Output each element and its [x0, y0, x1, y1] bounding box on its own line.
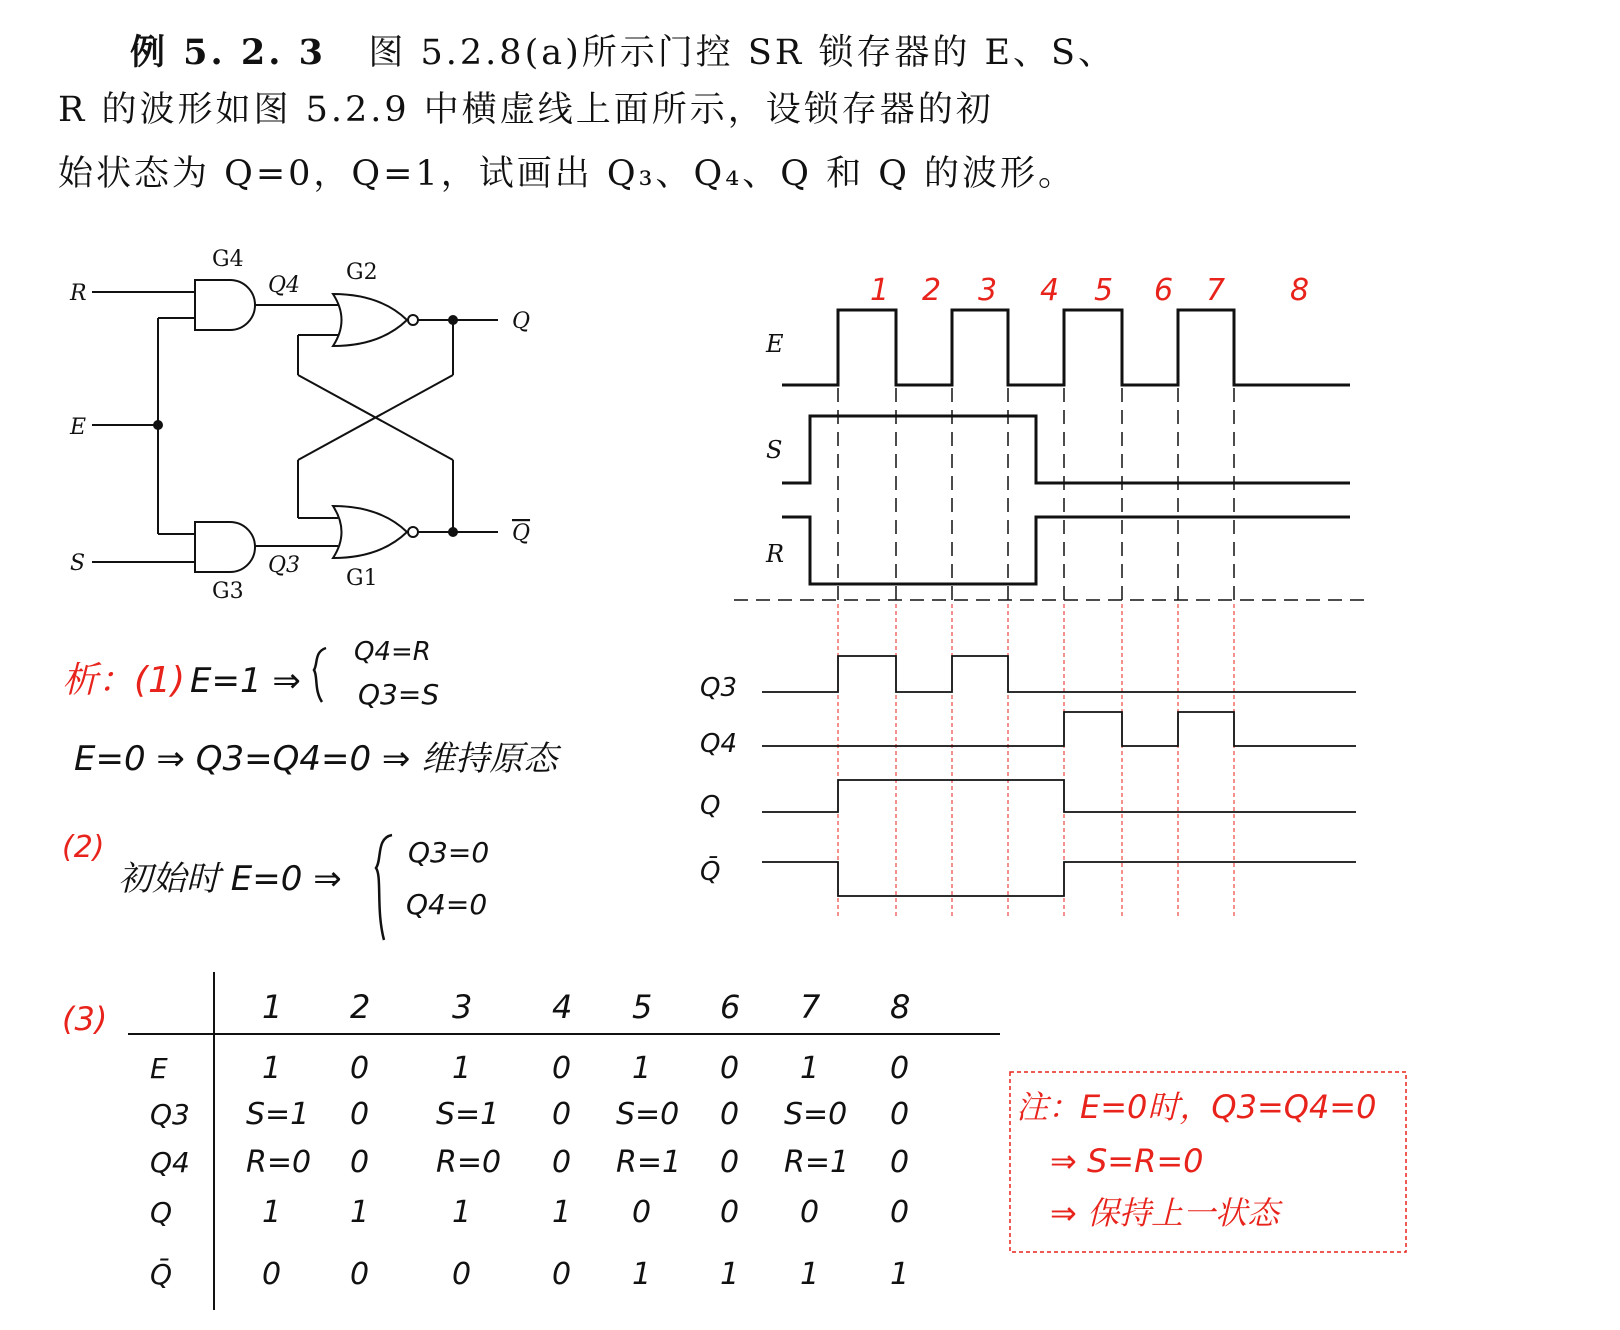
table-row-label: Q4	[150, 1146, 190, 1179]
problem-line-2: R 的波形如图 5.2.9 中横虚线上面所示，设锁存器的初	[58, 90, 994, 130]
gate-g3	[195, 522, 255, 572]
timing-output-label: Q	[700, 791, 721, 821]
table-column-header: 8	[890, 988, 911, 1026]
analysis-step1-a: Q4=R	[354, 637, 431, 667]
label-g4: G4	[212, 247, 244, 272]
table-cell: 0	[552, 1097, 572, 1132]
timing-output-label: Q̄	[700, 857, 721, 887]
analysis-step1-line2: E=0 ⇒ Q3=Q4=0 ⇒ 维持原态	[74, 739, 558, 779]
table-cell: 0	[552, 1145, 572, 1180]
interval-number: 7	[1206, 273, 1226, 308]
timing-output-label: Q4	[700, 729, 738, 759]
analysis-step1-cond: E=1 ⇒	[190, 661, 301, 701]
table-cell: R=1	[784, 1145, 850, 1180]
analysis-step2-a: Q3=0	[408, 836, 490, 869]
circuit-output-q: Q	[512, 309, 531, 334]
label-g3: G3	[212, 579, 244, 604]
problem-line-1-text: 图 5.2.8(a)所示门控 SR 锁存器的 E、S、	[368, 33, 1116, 73]
junction-dot-qbar	[448, 527, 458, 537]
table-row-label: Q	[150, 1196, 173, 1229]
circuit-input-s: S	[70, 551, 86, 576]
problem-line-3: 始状态为 Q=0，Q=1，试画出 Q₃、Q₄、Q 和 Q 的波形。	[58, 154, 1077, 194]
waveform-q	[762, 780, 1356, 812]
table-cell: S=1	[436, 1097, 500, 1132]
analysis-step2-b: Q4=0	[406, 888, 488, 921]
label-g1: G1	[346, 566, 378, 591]
analysis-step2-brace	[376, 835, 392, 940]
table-cell: 0	[720, 1051, 740, 1086]
table-column-header: 7	[800, 988, 821, 1026]
table-column-header: 2	[350, 988, 371, 1026]
gate-g1	[333, 506, 407, 558]
table-cell: 0	[350, 1051, 370, 1086]
table-cell: 1	[452, 1195, 472, 1230]
timing-diagram	[700, 273, 1366, 918]
table-cell: 0	[720, 1145, 740, 1180]
analysis-step2-text: 初始时 E=0 ⇒	[118, 859, 342, 899]
analysis-step1-b: Q3=S	[358, 678, 440, 711]
table-cell: 1	[720, 1257, 740, 1292]
table-row-label: E	[150, 1052, 168, 1085]
table-cell: 0	[262, 1257, 282, 1292]
timing-label-e: E	[766, 330, 784, 358]
junction-dot-q	[448, 315, 458, 325]
table-cell: 1	[800, 1051, 820, 1086]
table-cell: 1	[890, 1257, 910, 1292]
circuit-input-e: E	[70, 415, 87, 440]
table-cell: 1	[350, 1195, 370, 1230]
timing-label-s: S	[766, 436, 783, 464]
table-cell: 0	[552, 1257, 572, 1292]
interval-number: 3	[978, 273, 998, 308]
waveform-q4	[762, 712, 1356, 746]
table-cell: 1	[632, 1257, 652, 1292]
table-cell: 0	[890, 1195, 910, 1230]
table-cell: 0	[720, 1097, 740, 1132]
table-cell: 1	[262, 1051, 282, 1086]
table-cell: R=0	[246, 1145, 312, 1180]
table-cell: 0	[632, 1195, 652, 1230]
analysis-step2-label: (2)	[62, 830, 105, 865]
table-cell: 0	[720, 1195, 740, 1230]
table-cell: S=0	[616, 1097, 680, 1132]
table-row-label: Q3	[150, 1098, 190, 1131]
circuit-input-r: R	[70, 281, 87, 306]
table-cell: 0	[890, 1097, 910, 1132]
table-cell: 0	[800, 1195, 820, 1230]
interval-number: 6	[1154, 273, 1174, 308]
label-q4: Q4	[268, 273, 301, 298]
analysis-step1-label: 析：(1)	[62, 660, 185, 701]
table-column-header: 6	[720, 988, 741, 1026]
example-number: 例 5. 2. 3	[130, 32, 326, 73]
note-line-2: ⇒ S=R=0	[1050, 1142, 1204, 1180]
analysis-step1-brace	[314, 648, 326, 702]
table-cell: 0	[552, 1051, 572, 1086]
table-cell: 1	[632, 1051, 652, 1086]
waveform-qbar	[762, 862, 1356, 896]
gate-g2	[333, 294, 407, 346]
timing-label-r: R	[766, 540, 785, 568]
label-g2: G2	[346, 260, 378, 285]
table-cell: 0	[350, 1145, 370, 1180]
table-row-label: Q̄	[150, 1258, 173, 1291]
table-column-header: 3	[452, 988, 473, 1026]
table-column-header: 5	[632, 988, 653, 1026]
table-cell: 0	[350, 1257, 370, 1292]
table-column-header: 4	[552, 988, 573, 1026]
table-cell: 0	[350, 1097, 370, 1132]
interval-number: 2	[922, 273, 942, 308]
interval-number: 1	[870, 273, 890, 308]
table-cell: S=0	[784, 1097, 848, 1132]
label-q3: Q3	[268, 553, 301, 578]
table-cell: 0	[452, 1257, 472, 1292]
state-table	[128, 972, 1000, 1310]
junction-dot-e	[153, 420, 163, 430]
interval-number: 8	[1290, 273, 1310, 308]
waveform-q3	[762, 656, 1356, 692]
table-cell: 1	[262, 1195, 282, 1230]
table-column-header: 1	[262, 988, 283, 1026]
note-line-3: ⇒ 保持上一状态	[1050, 1194, 1279, 1232]
interval-number: 4	[1040, 273, 1060, 308]
table-cell: 0	[890, 1145, 910, 1180]
table-cell: R=1	[616, 1145, 682, 1180]
waveform-e	[782, 310, 1350, 385]
table-cell: 1	[552, 1195, 572, 1230]
waveform-s	[782, 416, 1350, 483]
table-cell: 1	[452, 1051, 472, 1086]
waveform-r	[782, 517, 1350, 584]
gate-g4	[195, 280, 255, 330]
gate-g1-bubble	[408, 527, 418, 537]
interval-number: 5	[1094, 273, 1114, 308]
table-cell: 0	[890, 1051, 910, 1086]
table-cell: R=0	[436, 1145, 502, 1180]
table-cell: 1	[800, 1257, 820, 1292]
circuit-output-qbar: Q	[512, 521, 531, 546]
gate-g2-bubble	[408, 315, 418, 325]
note-line-1: 注：E=0时，Q3=Q4=0	[1016, 1088, 1377, 1126]
analysis-step3-label: (3)	[62, 1000, 108, 1038]
timing-output-label: Q3	[700, 673, 738, 703]
gated-sr-latch-circuit	[92, 280, 498, 572]
table-cell: S=1	[246, 1097, 310, 1132]
